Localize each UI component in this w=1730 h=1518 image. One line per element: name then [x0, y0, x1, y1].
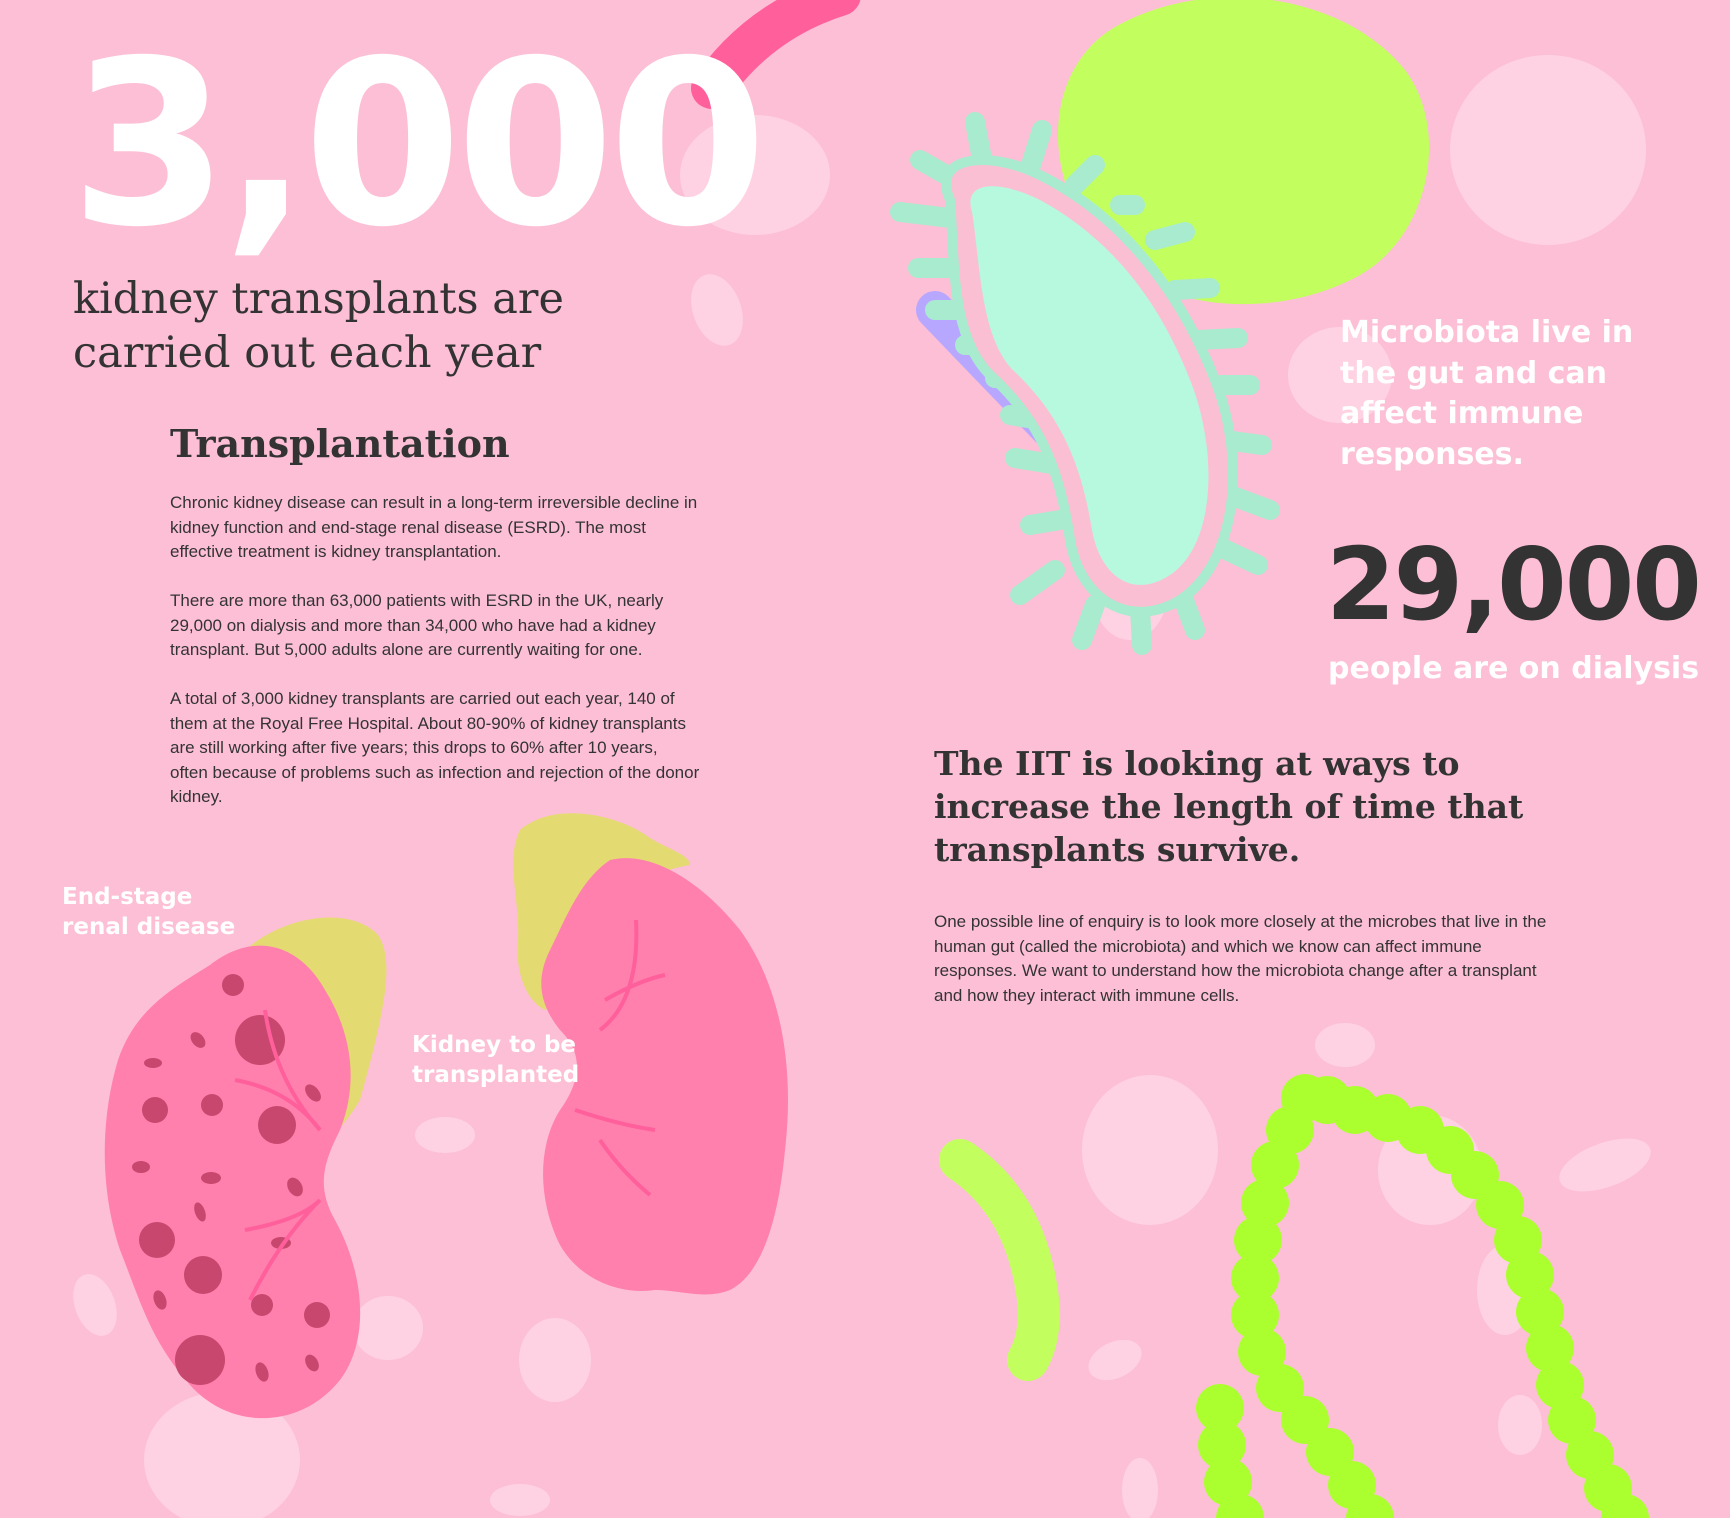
microbiota-callout: Microbiota live in the gut and can affect immune responses. [1340, 315, 1634, 472]
transplantation-paragraph-3: A total of 3,000 kidney transplants are carried out each year, 140 of them at the Royal Free Hospital. About 80-90% of kidney transplants are still working after five years; this drops to 60% after 10 years, often because of problems such as infection and rejection of the donor kidney. [170, 689, 700, 806]
bead-chain-shape [1196, 1074, 1649, 1518]
iit-heading: The IIT is looking at ways to increase the length of time that transplants survive. [934, 744, 1524, 869]
dialysis-number: 29,000 [1326, 526, 1700, 643]
section-title-transplantation: Transplantation [170, 421, 510, 466]
lime-worm-shape [960, 1160, 1039, 1360]
hero-number: 3,000 [70, 11, 762, 277]
iit-paragraph: One possible line of enquiry is to look more closely at the microbes that live in the human gut (called the microbiota) and which we know can affect immune responses. We want to understand how the microbiota change after a transplant and how they interact with immune cells. [934, 912, 1547, 1005]
hero-subtitle: kidney transplants are carried out each year [73, 274, 564, 378]
diseased-kidney-label: End-stage renal disease [62, 884, 236, 940]
dialysis-label: people are on dialysis [1328, 651, 1700, 686]
healthy-kidney-label: Kidney to be transplanted [412, 1032, 580, 1088]
transplantation-paragraph-2: There are more than 63,000 patients with ESRD in the UK, nearly 29,000 on dialysis and more than 34,000 who have had a kidney transplant. But 5,000 adults alone are currently waiting for one. [170, 591, 664, 659]
diseased-kidney-shape [105, 918, 387, 1419]
transplantation-paragraph-1: Chronic kidney disease can result in a long-term irreversible decline in kidney function and end-stage renal disease (ESRD). The most effective treatment is kidney transplantation. [170, 493, 698, 561]
